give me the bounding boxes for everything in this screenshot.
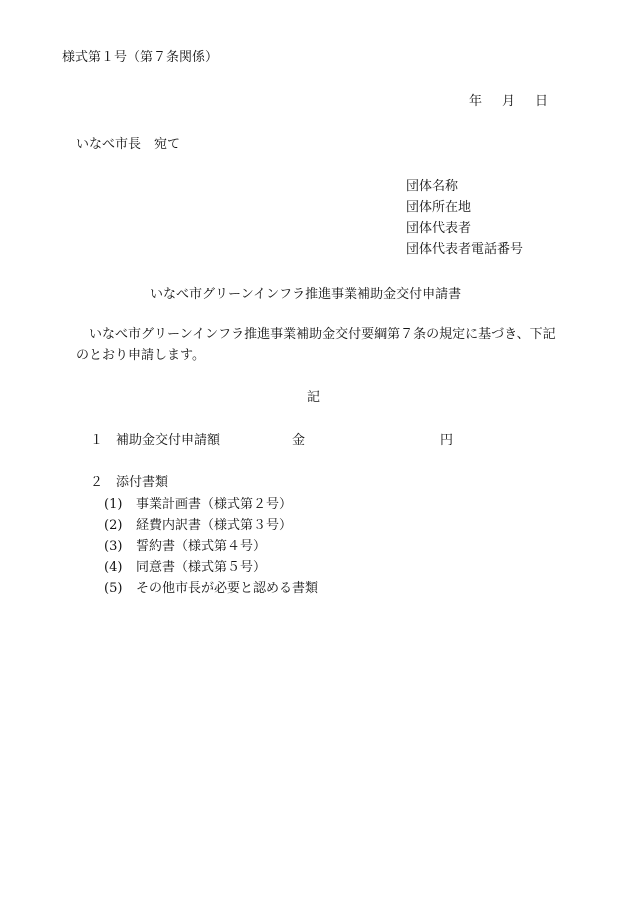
date-day-label: 日: [534, 94, 548, 109]
ki-marker: 記: [307, 390, 321, 405]
date-month-label: 月: [501, 94, 515, 109]
item-label: 添付書類: [116, 475, 169, 490]
body-text: いなべ市グリーンインフラ推進事業補助金交付要綱第７条の規定に基づき、下記のとおり申請します。: [76, 327, 556, 363]
amount-gold-label: 金: [292, 433, 306, 448]
list-item-text: 誓約書（様式第４号）: [136, 539, 267, 554]
list-item-text: 同意書（様式第５号）: [136, 560, 267, 575]
item-label: 補助金交付申請額: [116, 433, 221, 448]
list-item-index: (4): [104, 560, 123, 575]
amount-yen-label: 円: [440, 433, 454, 448]
list-item-text: その他市長が必要と認める書類: [136, 581, 319, 596]
list-item: [104, 578, 318, 599]
item-number: ２: [90, 475, 104, 490]
list-item-index: (3): [104, 539, 123, 554]
list-item-text: 事業計画書（様式第２号）: [136, 497, 293, 512]
date-year-label: 年: [468, 94, 482, 109]
addressee: いなべ市長 宛て: [76, 137, 181, 152]
date-line: [469, 93, 548, 111]
list-item-text: 経費内訳書（様式第３号）: [136, 518, 293, 533]
applicant-name-label: 団体名称: [406, 179, 459, 194]
list-item: [104, 515, 318, 536]
applicant-address-label: 団体所在地: [406, 200, 472, 215]
list-item-index: (1): [104, 497, 123, 512]
list-item-index: (5): [104, 581, 123, 596]
form-number: 様式第１号（第７条関係）: [62, 50, 219, 65]
applicant-info: [406, 176, 523, 260]
applicant-representative-label: 団体代表者: [406, 221, 472, 236]
item-application-amount: [90, 432, 454, 450]
document-title: いなべ市グリーンインフラ推進事業補助金交付申請書: [150, 287, 462, 302]
applicant-phone-label: 団体代表者電話番号: [406, 242, 524, 257]
attachment-list: [104, 494, 318, 599]
list-item: [104, 536, 318, 557]
item-number: １: [90, 433, 104, 448]
list-item: [104, 494, 318, 515]
list-item: [104, 557, 318, 578]
list-item-index: (2): [104, 518, 123, 533]
item-attachments: [90, 474, 168, 492]
